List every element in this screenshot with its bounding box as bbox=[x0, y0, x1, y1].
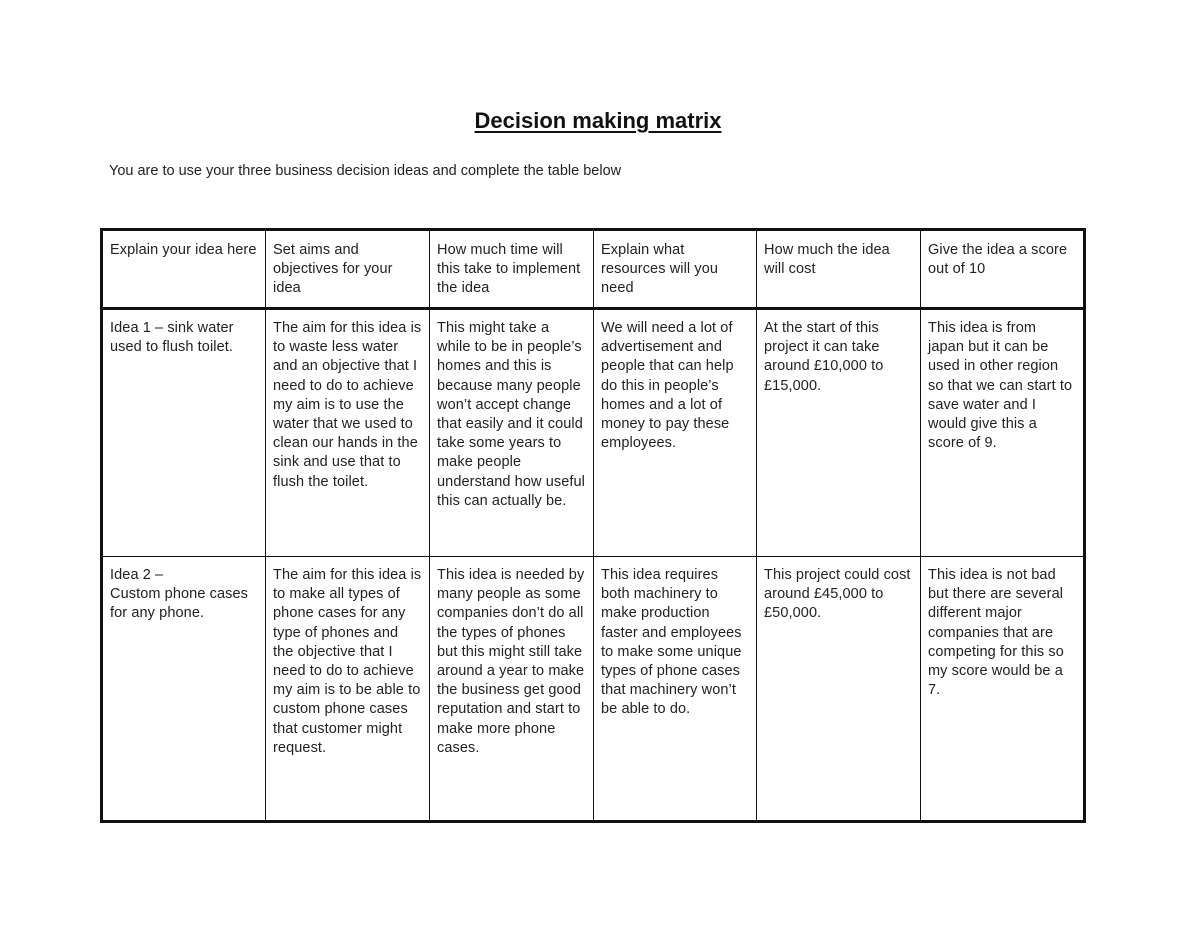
header-cost: How much the idea will cost bbox=[757, 230, 921, 309]
idea-1-aims: The aim for this idea is to waste less water and an objective that I need to do to achieve my aim is to use the water that we used to clean our hands in the sink and use that to flush the toilet. bbox=[266, 309, 430, 557]
table-header-row bbox=[102, 230, 1085, 309]
idea-1-description: Idea 1 – sink water used to flush toilet. bbox=[102, 309, 266, 557]
header-aims-objectives: Set aims and objectives for your idea bbox=[266, 230, 430, 309]
document-title: Decision making matrix bbox=[474, 108, 722, 133]
header-time: How much time will this take to implement the idea bbox=[430, 230, 594, 309]
table-row bbox=[102, 557, 1085, 822]
idea-2-cost: This project could cost around £45,000 to £50,000. bbox=[757, 557, 921, 822]
idea-2-time: This idea is needed by many people as some companies don’t do all the types of phones but this might still take around a year to make the business get good reputation and start to make more phone cases. bbox=[430, 557, 594, 822]
idea-2-resources: This idea requires both machinery to make production faster and employees to make some unique types of phone cases that machinery won’t be able to do. bbox=[594, 557, 757, 822]
idea-2-description bbox=[102, 557, 266, 822]
decision-matrix-table bbox=[100, 228, 1086, 823]
idea-2-score: This idea is not bad but there are several different major companies that are competing for this so my score would be a 7. bbox=[921, 557, 1085, 822]
header-explain-idea: Explain your idea here bbox=[102, 230, 266, 309]
idea-2-text: Custom phone cases for any phone. bbox=[110, 586, 249, 622]
header-score: Give the idea a score out of 10 bbox=[921, 230, 1085, 309]
idea-2-label: Idea 2 – bbox=[110, 567, 164, 583]
idea-1-resources: We will need a lot of advertisement and people that can help do this in people’s homes and a lot of money to pay these employees. bbox=[594, 309, 757, 557]
header-resources: Explain what resources will you need bbox=[594, 230, 757, 309]
idea-1-time: This might take a while to be in people’s homes and this is because many people won’t accept change that easily and it could take some years to make people understand how useful this can actually be. bbox=[430, 309, 594, 557]
table-row bbox=[102, 309, 1085, 557]
idea-1-cost: At the start of this project it can take around £10,000 to £15,000. bbox=[757, 309, 921, 557]
instructions-text: You are to use your three business decision ideas and complete the table below bbox=[109, 163, 622, 179]
idea-1-score: This idea is from japan but it can be used in other region so that we can start to save water and I would give this a score of 9. bbox=[921, 309, 1085, 557]
idea-2-aims: The aim for this idea is to make all types of phone cases for any type of phones and the objective that I need to do to achieve my aim is to be able to custom phone cases that customer might request. bbox=[266, 557, 430, 822]
